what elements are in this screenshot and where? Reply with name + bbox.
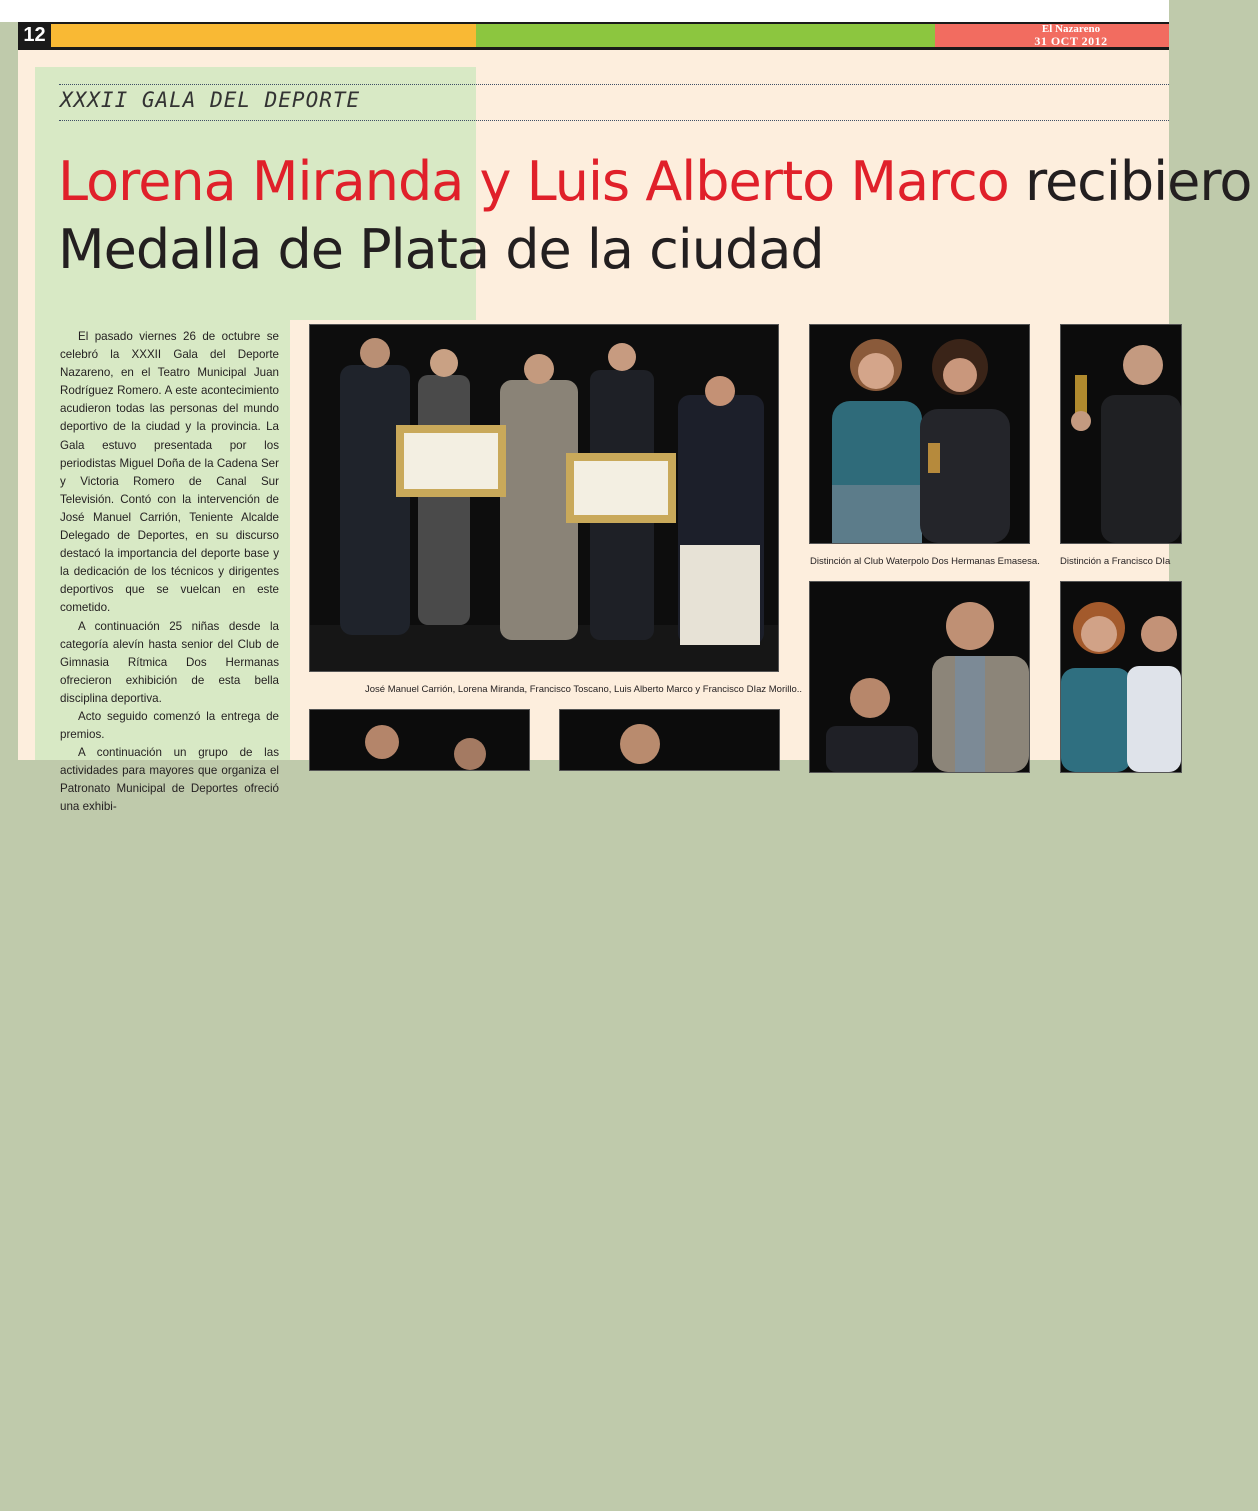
francisco-photo: [1060, 324, 1182, 544]
lower-photo-3: [809, 581, 1030, 773]
page-number: 12: [18, 24, 51, 47]
header-bar: [18, 22, 1169, 50]
masthead-date: 31 OCT 2012: [1034, 34, 1108, 48]
paragraph: A continuación 25 niñas desde la categoría alevín hasta senior del Club de Gimnasia Rítmica Dos Hermanas ofrecieron exhibición de esta bella disciplina deportiva.: [60, 619, 279, 705]
headline-verb: recibiero: [1008, 150, 1252, 213]
section-rule-bottom: [59, 120, 1169, 121]
francisco-caption: Distinción a Francisco DIa: [1060, 556, 1171, 567]
lower-photo-4: [1060, 581, 1182, 773]
lower-photo-2-illustration: [560, 710, 779, 770]
section-label: XXXII GALA DEL DEPORTE: [60, 88, 361, 112]
lower-photo-4-illustration: [1061, 582, 1181, 772]
waterpolo-caption: Distinción al Club Waterpolo Dos Hermanas Emasesa.: [810, 556, 1040, 567]
group-photo-illustration: [310, 325, 778, 671]
francisco-photo-illustration: [1061, 325, 1181, 543]
masthead-name: El Nazareno: [1041, 23, 1101, 35]
headline-conjunction: y: [463, 150, 527, 213]
main-photo-caption: José Manuel Carrión, Lorena Miranda, Francisco Toscano, Luis Alberto Marco y Francisco DIaz Morillo..: [365, 684, 803, 695]
headline: [58, 148, 1258, 284]
waterpolo-photo: [809, 324, 1030, 544]
paragraph: Acto seguido comenzó la entrega de premios.: [60, 709, 279, 742]
lower-photo-3-illustration: [810, 582, 1029, 772]
paragraph: A continuación un grupo de las actividades para mayores que organiza el Patronato Municipal de Deportes ofreció una exhibi-: [60, 746, 279, 814]
header-segment-green: [476, 24, 935, 47]
lower-photo-1-illustration: [310, 710, 529, 770]
headline-line-2: Medalla de Plata de la ciudad: [58, 218, 824, 281]
top-margin: [0, 0, 1169, 22]
section-rule-top: [59, 84, 1169, 85]
headline-name-1: Lorena Miranda: [58, 150, 464, 213]
header-segment-orange: [51, 24, 476, 47]
paragraph: El pasado viernes 26 de octubre se celebró la XXXII Gala del Deporte Nazareno, en el Teatro Municipal Juan Rodríguez Romero. A este acontecimiento acudieron todas las personas del mundo deportivo de la ciudad y la provincia. La Gala estuvo presentada por los periodistas Miguel Doña de la Cadena Ser y Victoria Romero de Canal Sur Televisión. Contó con la intervención de José Manuel Carrión, Teniente Alcalde Delegado de Deportes, en su discurso destacó la importancia del deporte base y la dedicación de los técnicos y dirigentes deportivos que se vuelcan en este cometido.: [60, 330, 279, 615]
main-group-photo: [309, 324, 779, 672]
headline-name-2: Luis Alberto Marco: [526, 150, 1009, 213]
waterpolo-photo-illustration: [810, 325, 1029, 543]
newspaper-page: [18, 22, 1252, 814]
headline-line-1: [58, 148, 1258, 216]
masthead: [1016, 24, 1126, 47]
lower-photo-1: [309, 709, 530, 771]
article-body: [60, 328, 279, 817]
lower-photo-2: [559, 709, 780, 771]
